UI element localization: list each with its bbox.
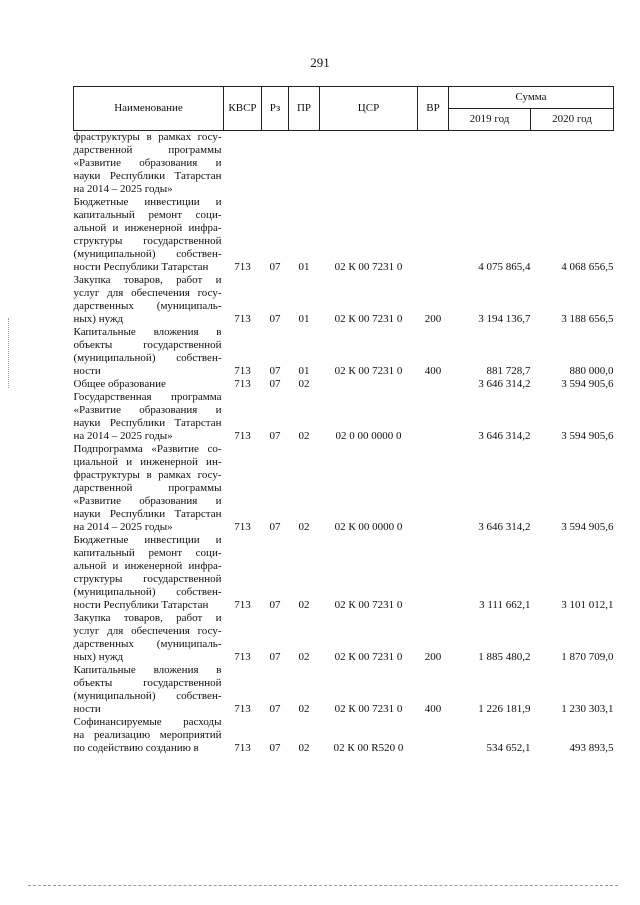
row-kvsr: [224, 131, 262, 197]
row-name-line: Бюджетные инвестиции и: [73, 534, 222, 546]
row-sum-2019: [449, 131, 531, 197]
row-sum-2019: 3 194 136,7: [478, 313, 531, 325]
row-name-line: Капитальные вложения в: [73, 326, 222, 338]
row-pr: [289, 131, 320, 197]
row-name-line: услуг для обеспечения госу-: [73, 625, 222, 637]
row-kvsr: 713: [234, 742, 251, 754]
row-name-line: науки Республики Татарстан: [73, 417, 222, 429]
row-csr: 02 К 00 7231 0: [334, 365, 403, 377]
row-kvsr: 713: [234, 378, 251, 390]
row-name-line: альной и инженерной инфра-: [73, 560, 222, 572]
row-kvsr: 713: [234, 365, 251, 377]
row-name-line: капитальный ремонт соци-: [73, 209, 222, 221]
row-kvsr: 713: [234, 599, 251, 611]
row-sum-2020: 3 101 012,1: [561, 599, 614, 611]
row-rz: 07: [269, 430, 281, 442]
row-name-line: (муниципальной) собствен-: [73, 352, 222, 364]
table-row: [74, 534, 614, 612]
row-name-line: Государственная программа: [73, 391, 222, 403]
row-kvsr: 713: [234, 313, 251, 325]
row-csr: 02 0 00 0000 0: [335, 430, 402, 442]
header-name: Наименование: [74, 87, 224, 131]
row-name-line: фраструктуры в рамках госу-: [73, 131, 222, 143]
row-rz: 07: [269, 599, 281, 611]
row-name-line: дарственной программы: [73, 482, 222, 494]
row-vr: 200: [424, 313, 442, 325]
header-year-2020: 2020 год: [531, 109, 614, 131]
header-kvsr: КВСР: [224, 87, 262, 131]
row-kvsr: 713: [234, 430, 251, 442]
row-name-line: Закупка товаров, работ и: [73, 274, 222, 286]
row-name-line: ности: [73, 365, 101, 377]
row-pr: 02: [298, 742, 310, 754]
row-vr: [418, 196, 449, 274]
row-sum-2019: 4 075 865,4: [478, 261, 531, 273]
header-vr: ВР: [418, 87, 449, 131]
row-csr: 02 К 00 7231 0: [334, 599, 403, 611]
row-name-line: «Развитие образования и: [73, 404, 222, 416]
row-sum-2019: 534 652,1: [486, 742, 531, 754]
table-row: [74, 131, 614, 197]
row-csr: 02 К 00 R520 0: [333, 742, 404, 754]
row-vr: [418, 534, 449, 612]
header-rz: Рз: [262, 87, 289, 131]
row-name-line: на 2014 – 2025 годы»: [73, 430, 173, 442]
row-rz: 07: [269, 365, 281, 377]
row-name-line: на реализацию мероприятий: [73, 729, 222, 741]
row-sum-2019: 3 111 662,1: [479, 599, 531, 611]
row-vr: 200: [424, 651, 442, 663]
row-pr: 02: [298, 703, 310, 715]
row-name: [74, 378, 224, 391]
row-csr: 02 К 00 0000 0: [334, 521, 403, 533]
budget-table: [73, 86, 614, 755]
row-name-line: ности: [73, 703, 101, 715]
row-name-line: науки Республики Татарстан: [73, 508, 222, 520]
row-name-line: на 2014 – 2025 годы»: [73, 521, 173, 533]
row-vr: [418, 443, 449, 534]
row-rz: 07: [269, 703, 281, 715]
row-name-line: «Развитие образования и: [73, 157, 222, 169]
row-pr: 02: [298, 651, 310, 663]
row-csr: 02 К 00 7231 0: [334, 651, 403, 663]
row-kvsr: 713: [234, 521, 251, 533]
table-body: [74, 131, 614, 756]
table-row: [74, 612, 614, 664]
row-name: [74, 716, 224, 755]
row-sum-2020: 3 594 905,6: [561, 378, 614, 390]
row-name-line: объекты государственной: [73, 677, 222, 689]
row-name-line: дарственной программы: [73, 144, 222, 156]
table-row: [74, 378, 614, 391]
row-pr: 01: [298, 313, 310, 325]
page-number: 291: [310, 55, 330, 70]
row-name-line: Подпрограмма «Развитие со-: [73, 443, 222, 455]
row-sum-2020: 3 594 905,6: [561, 430, 614, 442]
row-pr: 02: [298, 378, 310, 390]
row-sum-2019: 1 226 181,9: [478, 703, 531, 715]
row-sum-2020: 4 068 656,5: [561, 261, 614, 273]
row-name-line: (муниципальной) собствен-: [73, 248, 222, 260]
row-sum-2020: 1 870 709,0: [561, 651, 614, 663]
row-name: [74, 326, 224, 378]
table-row: [74, 716, 614, 755]
row-kvsr: 713: [234, 703, 251, 715]
row-name-line: Общее образование: [73, 378, 166, 390]
table-row: [74, 326, 614, 378]
header-sum: Сумма: [449, 87, 614, 109]
table-row: [74, 664, 614, 716]
footer-rule: [28, 885, 618, 886]
header-year-2019: 2019 год: [449, 109, 531, 131]
row-vr: 400: [424, 365, 442, 377]
row-sum-2019: 3 646 314,2: [478, 378, 531, 390]
row-name-line: фраструктуры в рамках госу-: [73, 469, 222, 481]
row-name: [74, 443, 224, 534]
margin-mark: [8, 318, 9, 388]
row-sum-2020: 3 188 656,5: [561, 313, 614, 325]
row-sum-2019: 1 885 480,2: [478, 651, 531, 663]
row-name-line: дарственных (муниципаль-: [73, 300, 222, 312]
row-rz: 07: [269, 521, 281, 533]
row-name: [74, 196, 224, 274]
row-rz: 07: [269, 742, 281, 754]
row-vr: [418, 716, 449, 755]
row-pr: 02: [298, 521, 310, 533]
row-sum-2019: 3 646 314,2: [478, 430, 531, 442]
row-name-line: Софинансируемые расходы: [73, 716, 222, 728]
row-vr: [418, 131, 449, 197]
row-csr: 02 К 00 7231 0: [334, 313, 403, 325]
row-kvsr: 713: [234, 651, 251, 663]
row-csr: [320, 378, 418, 391]
row-rz: 07: [269, 313, 281, 325]
row-sum-2020: 880 000,0: [569, 365, 614, 377]
row-name-line: структуры государственной: [73, 235, 222, 247]
header-pr: ПР: [289, 87, 320, 131]
row-vr: [418, 391, 449, 443]
row-name-line: ности Республики Татарстан: [73, 261, 209, 273]
row-name: [74, 664, 224, 716]
row-pr: 01: [298, 261, 310, 273]
row-pr: 02: [298, 599, 310, 611]
row-rz: 07: [269, 651, 281, 663]
row-name: [74, 534, 224, 612]
row-name: [74, 391, 224, 443]
row-name-line: структуры государственной: [73, 573, 222, 585]
header-csr: ЦСР: [320, 87, 418, 131]
table-header: [74, 87, 614, 131]
row-name-line: Капитальные вложения в: [73, 664, 222, 676]
row-name-line: на 2014 – 2025 годы»: [73, 183, 173, 195]
table-row: [74, 443, 614, 534]
row-name-line: дарственных (муниципаль-: [73, 638, 222, 650]
row-rz: 07: [269, 378, 281, 390]
table-row: [74, 196, 614, 274]
row-name: [74, 612, 224, 664]
row-name-line: (муниципальной) собствен-: [73, 586, 222, 598]
row-sum-2019: 3 646 314,2: [478, 521, 531, 533]
row-name-line: (муниципальной) собствен-: [73, 690, 222, 702]
row-name-line: объекты государственной: [73, 339, 222, 351]
row-name-line: Закупка товаров, работ и: [73, 612, 222, 624]
row-name-line: Бюджетные инвестиции и: [73, 196, 222, 208]
row-vr: [418, 378, 449, 391]
row-name-line: циальной и инженерной ин-: [73, 456, 222, 468]
row-kvsr: 713: [234, 261, 251, 273]
row-name-line: ных) нужд: [73, 313, 124, 325]
row-name-line: «Развитие образования и: [73, 495, 222, 507]
table-row: [74, 274, 614, 326]
row-rz: [262, 131, 289, 197]
row-pr: 01: [298, 365, 310, 377]
row-name-line: ности Республики Татарстан: [73, 599, 209, 611]
row-vr: 400: [424, 703, 442, 715]
row-name-line: капитальный ремонт соци-: [73, 547, 222, 559]
row-name-line: науки Республики Татарстан: [73, 170, 222, 182]
row-sum-2020: 493 893,5: [569, 742, 614, 754]
row-rz: 07: [269, 261, 281, 273]
row-sum-2020: [531, 131, 614, 197]
row-sum-2020: 1 230 303,1: [561, 703, 614, 715]
row-sum-2019: 881 728,7: [486, 365, 531, 377]
row-name: [74, 274, 224, 326]
row-sum-2020: 3 594 905,6: [561, 521, 614, 533]
row-name-line: по содействию созданию в: [73, 742, 199, 754]
row-name-line: альной и инженерной инфра-: [73, 222, 222, 234]
row-name: [74, 131, 224, 197]
row-csr: 02 К 00 7231 0: [334, 261, 403, 273]
row-csr: [320, 131, 418, 197]
table-row: [74, 391, 614, 443]
row-pr: 02: [298, 430, 310, 442]
row-csr: 02 К 00 7231 0: [334, 703, 403, 715]
row-name-line: услуг для обеспечения госу-: [73, 287, 222, 299]
row-name-line: ных) нужд: [73, 651, 124, 663]
